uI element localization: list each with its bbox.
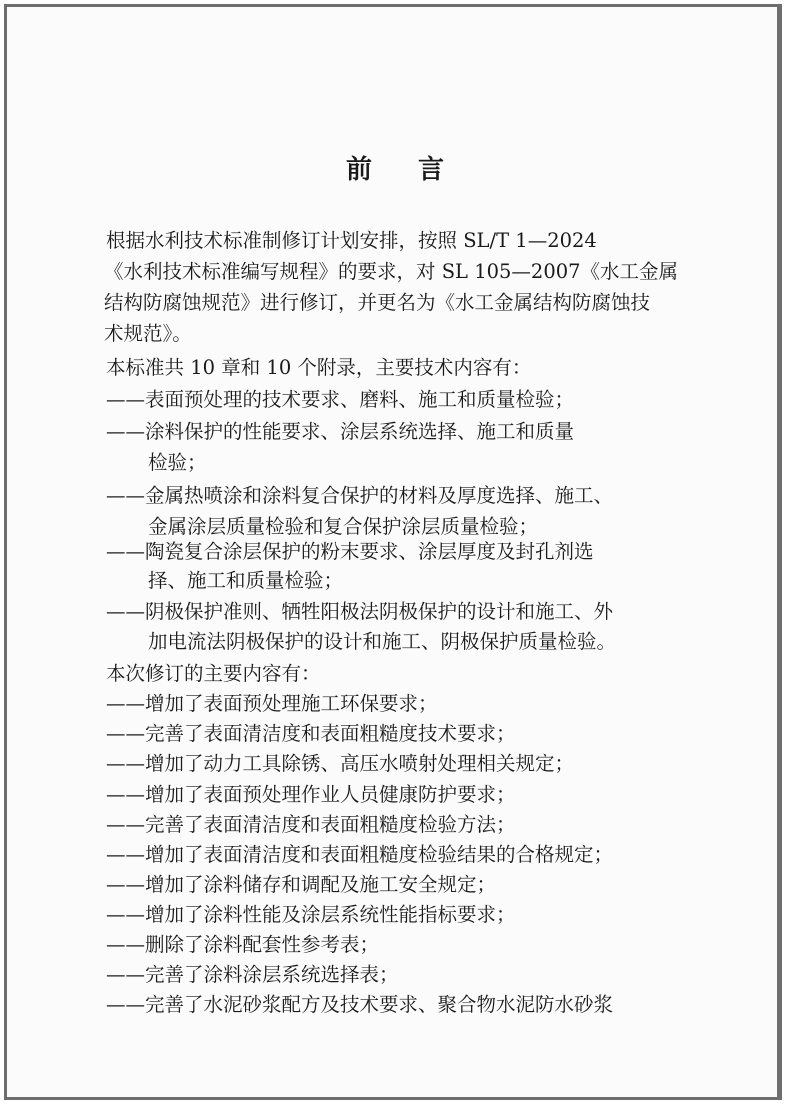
scope-item: ——金属热喷涂和涂料复合保护的材料及厚度选择、施工、 bbox=[106, 484, 614, 507]
page-title: 前言 bbox=[345, 155, 490, 185]
scope-item: ——陶瓷复合涂层保护的粉末要求、涂层厚度及封孔剂选 bbox=[106, 540, 594, 563]
revision-item: ——增加了表面预处理作业人员健康防护要求； bbox=[106, 783, 516, 806]
scope-intro: 本标准共 10 章和 10 个附录，主要技术内容有： bbox=[106, 356, 532, 379]
scope-item-continuation: 金属涂层质量检验和复合保护涂层质量检验； bbox=[148, 515, 539, 538]
intro-line-4: 术规范》。 bbox=[104, 322, 192, 345]
intro-line-3: 结构防腐蚀规范》进行修订，并更名为《水工金属结构防腐蚀技 bbox=[104, 291, 651, 314]
scope-item: ——阴极保护准则、牺牲阳极法阴极保护的设计和施工、外 bbox=[106, 600, 614, 623]
scope-item-continuation: 检验； bbox=[148, 451, 207, 474]
scope-item: ——表面预处理的技术要求、磨料、施工和质量检验； bbox=[106, 388, 575, 411]
revision-item: ——增加了涂料性能及涂层系统性能指标要求； bbox=[106, 903, 516, 926]
revision-item: ——删除了涂料配套性参考表； bbox=[106, 933, 380, 956]
revision-item: ——增加了表面清洁度和表面粗糙度检验结果的合格规定； bbox=[106, 843, 614, 866]
scope-item: ——涂料保护的性能要求、涂层系统选择、施工和质量 bbox=[106, 420, 575, 443]
intro-line-1: 根据水利技术标准制修订计划安排，按照 SL/T 1—2024 bbox=[106, 229, 597, 252]
revision-item: ——增加了涂料储存和调配及施工安全规定； bbox=[106, 873, 497, 896]
scope-item-continuation: 择、施工和质量检验； bbox=[148, 569, 344, 592]
revision-intro: 本次修订的主要内容有： bbox=[106, 662, 321, 685]
revision-item: ——增加了表面预处理施工环保要求； bbox=[106, 692, 438, 715]
revision-item: ——增加了动力工具除锈、高压水喷射处理相关规定； bbox=[106, 752, 575, 775]
revision-item: ——完善了表面清洁度和表面粗糙度检验方法； bbox=[106, 813, 516, 836]
revision-item: ——完善了水泥砂浆配方及技术要求、聚合物水泥防水砂浆 bbox=[106, 993, 614, 1016]
revision-item: ——完善了涂料涂层系统选择表； bbox=[106, 963, 399, 986]
intro-line-2: 《水利技术标准编写规程》的要求，对 SL 105—2007《水工金属 bbox=[104, 260, 679, 283]
revision-item: ——完善了表面清洁度和表面粗糙度技术要求； bbox=[106, 722, 516, 745]
scope-item-continuation: 加电流法阴极保护的设计和施工、阴极保护质量检验。 bbox=[148, 630, 617, 653]
